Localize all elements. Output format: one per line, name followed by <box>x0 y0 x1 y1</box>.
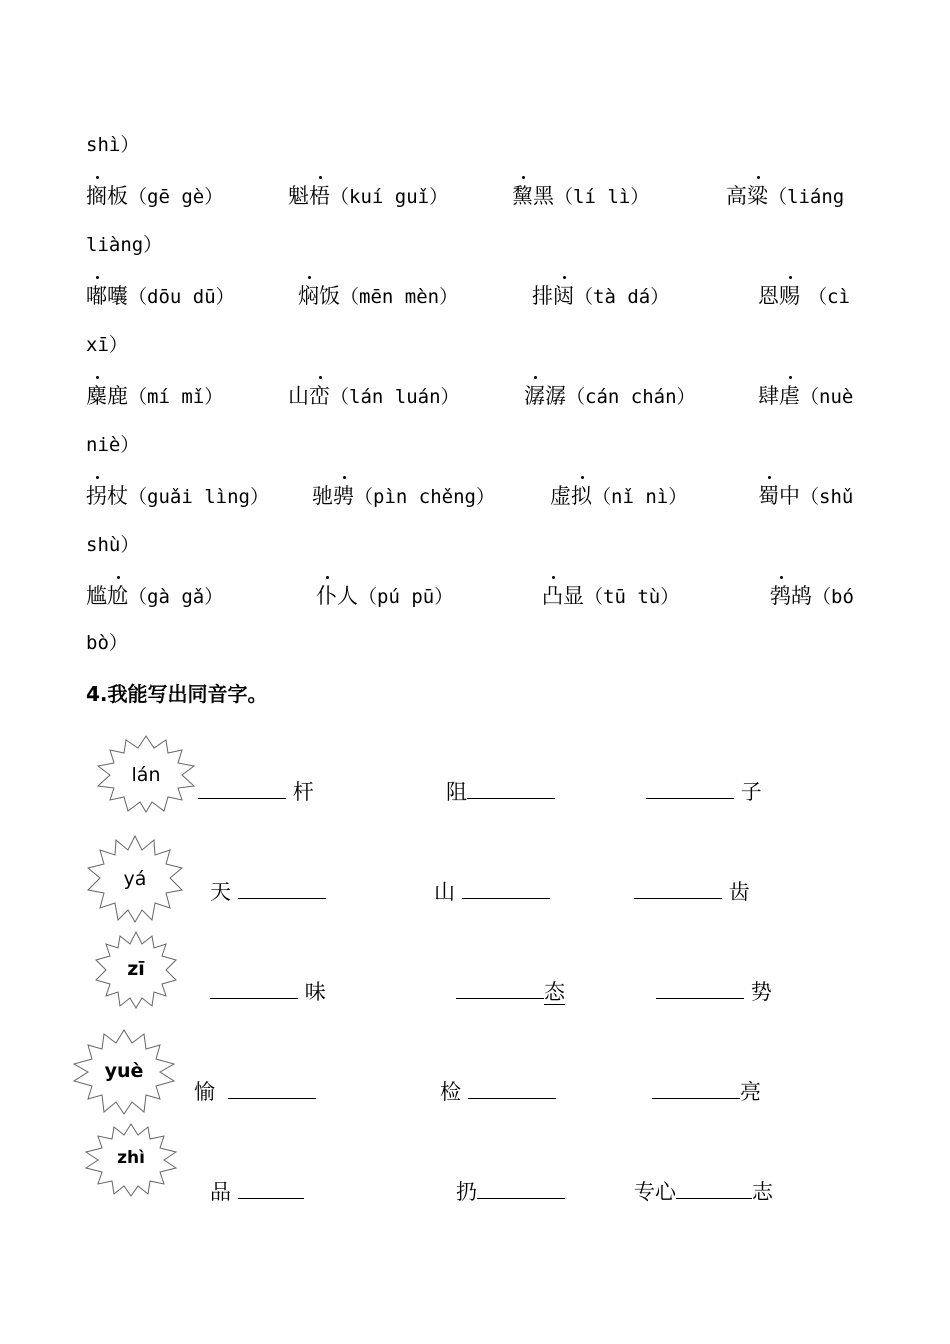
item-word <box>288 180 448 210</box>
item-char: 魁 <box>288 184 309 208</box>
item-char: 焖 <box>298 280 319 310</box>
item-char: 嘟 <box>86 280 107 310</box>
starburst-icon <box>72 1028 176 1116</box>
blank-item <box>194 1076 316 1106</box>
item-pinyin: （lí lì） <box>554 186 650 208</box>
item-word <box>758 280 850 310</box>
item-char: 板 <box>107 184 128 208</box>
given-char: 势 <box>750 980 772 1004</box>
item-pinyin: （nǐ nì） <box>592 486 688 508</box>
answer-blank[interactable] <box>462 878 550 899</box>
item-pinyin: （liáng <box>768 186 845 208</box>
item-pinyin: （cì <box>808 286 850 308</box>
blank-item <box>210 876 326 906</box>
item-char: 鸪 <box>791 584 812 608</box>
item-word <box>312 480 495 510</box>
item-char: 峦 <box>309 380 330 410</box>
given-char: 亮 <box>740 1080 761 1104</box>
item-pinyin: （mí mǐ） <box>128 386 224 408</box>
answer-blank[interactable] <box>656 978 744 999</box>
item-char: 虚 <box>550 484 571 508</box>
given-char: 态 <box>544 980 565 1004</box>
item-char: 潺 <box>524 380 545 410</box>
item-char: 排 <box>532 284 553 308</box>
item-word <box>316 580 453 610</box>
blank-item <box>656 976 772 1006</box>
item-word <box>532 280 669 310</box>
item-pinyin: （pú pū） <box>358 586 454 608</box>
item-pinyin: （tà dá） <box>574 286 670 308</box>
answer-blank[interactable] <box>468 1078 556 1099</box>
answer-blank[interactable] <box>467 778 555 799</box>
blank-item <box>210 1176 304 1206</box>
item-pinyin: （dōu dū） <box>128 286 235 308</box>
item-pinyin: （guǎi lìng） <box>128 486 269 508</box>
answer-blank[interactable] <box>652 1078 740 1099</box>
item-char: 杖 <box>107 484 128 508</box>
item-word <box>758 480 853 510</box>
blank-item <box>646 776 762 806</box>
item-word <box>550 480 687 510</box>
given-char: 检 <box>440 1080 461 1104</box>
blank-item <box>210 976 326 1006</box>
answer-blank[interactable] <box>676 1178 752 1199</box>
item-word <box>512 180 649 210</box>
item-char: 驰 <box>312 484 333 508</box>
given-char: 杆 <box>292 780 314 804</box>
item-char: 梧 <box>309 180 330 210</box>
item-pinyin: （nuè <box>800 386 854 408</box>
item-char: 虐 <box>779 380 800 410</box>
item-char: 囔 <box>107 284 128 308</box>
item-char: 肆 <box>758 384 779 408</box>
item-char: 赐 <box>779 280 800 310</box>
item-char: 麋 <box>86 380 107 410</box>
item-pinyin-wrap: shù） <box>86 534 140 556</box>
item-char: 恩 <box>758 284 779 308</box>
starburst-icon <box>84 1122 178 1198</box>
item-char: 拐 <box>86 480 107 510</box>
blank-item <box>456 976 565 1006</box>
blank-item <box>434 876 550 906</box>
blank-item <box>446 776 555 806</box>
item-word <box>86 580 223 610</box>
answer-blank[interactable] <box>198 778 286 799</box>
item-pinyin: （cán chán） <box>566 386 696 408</box>
item-pinyin-wrap: liàng） <box>86 234 163 256</box>
item-char: 闼 <box>553 280 574 310</box>
item-word <box>86 180 223 210</box>
item-word <box>524 380 696 410</box>
continuation-text: shì） <box>86 134 140 156</box>
item-char: 骋 <box>333 480 354 510</box>
item-pinyin: （pìn chěng） <box>354 486 495 508</box>
answer-blank[interactable] <box>646 778 734 799</box>
item-char: 显 <box>563 584 584 608</box>
item-char: 山 <box>288 384 309 408</box>
pinyin-label: lán <box>131 764 161 786</box>
given-char: 齿 <box>728 880 750 904</box>
item-word <box>86 380 223 410</box>
item-word <box>770 580 854 610</box>
item-pinyin: （kuí guǐ） <box>330 186 449 208</box>
blank-item <box>440 1076 556 1106</box>
given-char: 扔 <box>456 1180 477 1204</box>
item-char: 凸 <box>542 580 563 610</box>
item-word <box>758 380 853 410</box>
item-word <box>86 280 235 310</box>
item-char: 潺 <box>545 384 566 408</box>
item-char: 仆 <box>316 580 337 610</box>
starburst-icon <box>86 834 184 924</box>
blank-item <box>652 1076 761 1106</box>
item-word <box>288 380 460 410</box>
item-char: 粱 <box>747 180 768 210</box>
pinyin-label: zī <box>127 958 145 980</box>
item-pinyin: （shǔ <box>800 486 854 508</box>
item-char: 高 <box>726 184 747 208</box>
answer-blank[interactable] <box>238 1178 304 1199</box>
item-char: 黑 <box>533 184 554 208</box>
given-char: 天 <box>210 880 231 904</box>
item-char: 尴 <box>86 584 107 608</box>
item-char: 蜀 <box>758 480 779 510</box>
given-char: 阻 <box>446 780 467 804</box>
given-char: 愉 <box>194 1080 215 1104</box>
item-char: 饭 <box>319 284 340 308</box>
answer-blank[interactable] <box>210 978 298 999</box>
blank-item <box>634 1176 773 1206</box>
answer-blank[interactable] <box>228 1078 316 1099</box>
given-char: 专心 <box>634 1180 676 1204</box>
item-pinyin: （bó <box>812 586 854 608</box>
answer-blank[interactable] <box>634 878 722 899</box>
given-char: 味 <box>304 980 326 1004</box>
item-pinyin: （lán luán） <box>330 386 460 408</box>
given-char: 志 <box>752 1180 773 1204</box>
item-word <box>298 280 458 310</box>
section-heading: 4.我能写出同音字。 <box>86 682 268 706</box>
blank-item <box>198 776 314 806</box>
answer-blank[interactable] <box>238 878 326 899</box>
item-char: 黧 <box>512 180 533 210</box>
pinyin-label: zhì <box>117 1148 145 1168</box>
item-word <box>726 180 844 210</box>
pinyin-label: yuè <box>104 1060 144 1082</box>
item-pinyin: （mēn mèn） <box>340 286 459 308</box>
item-char: 人 <box>337 584 358 608</box>
item-word <box>542 580 679 610</box>
item-pinyin: （tū tù） <box>584 586 680 608</box>
given-char: 山 <box>434 880 455 904</box>
blank-item <box>456 1176 565 1206</box>
item-char: 鹁 <box>770 580 791 610</box>
item-pinyin-wrap: bò） <box>86 632 128 654</box>
starburst-icon <box>94 930 178 1010</box>
item-char: 尬 <box>107 580 128 610</box>
item-word <box>86 480 269 510</box>
item-pinyin: （gà gǎ） <box>128 586 224 608</box>
item-pinyin-wrap: xī） <box>86 334 128 356</box>
item-char: 中 <box>779 484 800 508</box>
answer-blank[interactable] <box>456 978 544 999</box>
answer-blank[interactable] <box>477 1178 565 1199</box>
item-char: 鹿 <box>107 384 128 408</box>
blank-item <box>634 876 750 906</box>
item-pinyin-wrap: niè） <box>86 434 140 456</box>
item-char: 拟 <box>571 480 592 510</box>
given-char: 品 <box>210 1180 231 1204</box>
given-char: 子 <box>740 780 762 804</box>
item-char: 搁 <box>86 180 107 210</box>
item-pinyin: （gē gè） <box>128 186 224 208</box>
pinyin-label: yá <box>123 868 147 890</box>
starburst-icon <box>94 734 198 814</box>
